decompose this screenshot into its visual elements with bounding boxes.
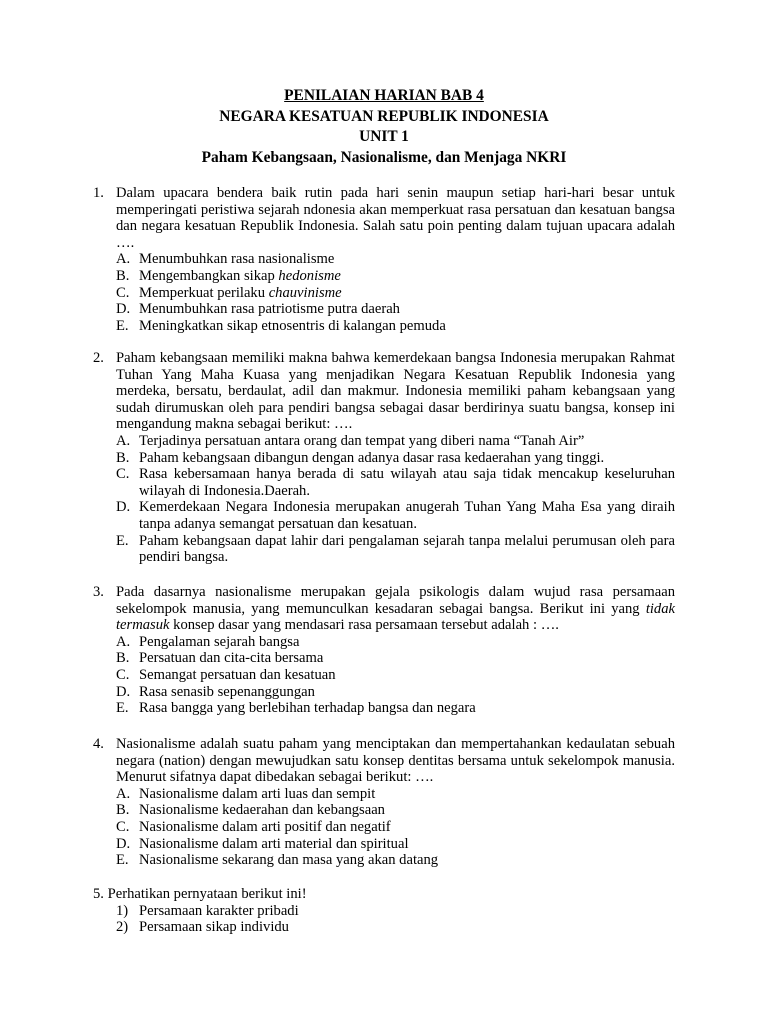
question-number: 3. bbox=[93, 584, 104, 600]
option-text: Semangat persatuan dan kesatuan bbox=[139, 666, 336, 683]
option-text: Nasionalisme dalam arti material dan spiritual bbox=[139, 835, 409, 852]
option-e bbox=[93, 700, 675, 717]
statement-list bbox=[93, 903, 675, 936]
option-text: Persatuan dan cita-cita bersama bbox=[139, 650, 324, 667]
question-stem-end: konsep dasar yang mendasari rasa persamaan tersebut adalah : …. bbox=[169, 617, 559, 634]
topic-title: Paham Kebangsaan, Nasionalisme, dan Menjaga NKRI bbox=[201, 148, 567, 166]
option-letter: C. bbox=[116, 666, 130, 683]
question-stem: Nasionalisme adalah suatu paham yang menciptakan dan mempertahankan kedaulatan sebuah negara (nation) dengan mewujudkan satu konsep dentitas bersama untuk sekelompok manusia. Menurut sifatnya dapat dibedakan sebagai berikut: …. bbox=[116, 736, 675, 786]
option-b bbox=[93, 450, 675, 467]
option-b bbox=[93, 802, 675, 819]
option-letter: A. bbox=[116, 633, 131, 650]
question-4 bbox=[93, 736, 675, 869]
option-letter: D. bbox=[116, 301, 131, 318]
option-e bbox=[93, 318, 675, 335]
option-letter: A. bbox=[116, 251, 131, 268]
option-letter: A. bbox=[116, 432, 131, 449]
question-2 bbox=[93, 350, 675, 566]
option-text: Menumbuhkan rasa patriotisme putra daerah bbox=[139, 301, 400, 318]
option-letter: C. bbox=[116, 466, 130, 483]
option-letter: C. bbox=[116, 284, 130, 301]
option-letter: B. bbox=[116, 449, 130, 466]
question-stem: Dalam upacara bendera baik rutin pada hari senin maupun setiap hari-hari besar untuk memperingati peristiwa sejarah ndonesia akan memperkuat rasa persatuan dan kesatuan bangsa dan negara kesatuan Republik Indonesia. Salah satu poin penting dalam tujuan upacara adalah …. bbox=[116, 185, 675, 251]
option-italic-term: chauvinisme bbox=[268, 284, 342, 301]
option-letter: B. bbox=[116, 267, 130, 284]
option-text: Paham kebangsaan dapat lahir dari pengalaman sejarah tanpa melalui perumusan oleh para pendiri bangsa. bbox=[139, 532, 675, 566]
option-a bbox=[93, 786, 675, 803]
option-list bbox=[93, 786, 675, 869]
option-text: Paham kebangsaan dibangun dengan adanya dasar rasa kedaerahan yang tinggi. bbox=[139, 449, 605, 466]
question-5 bbox=[93, 886, 675, 936]
statement-text: Persamaan karakter pribadi bbox=[139, 902, 299, 919]
option-letter: E. bbox=[116, 532, 129, 549]
exam-title: PENILAIAN HARIAN BAB 4 bbox=[284, 87, 484, 104]
option-d bbox=[93, 684, 675, 701]
question-1 bbox=[93, 185, 675, 334]
option-text: Menumbuhkan rasa nasionalisme bbox=[139, 251, 335, 268]
option-letter: D. bbox=[116, 683, 131, 700]
question-number: 4. bbox=[93, 736, 104, 752]
option-list bbox=[93, 433, 675, 566]
statement-2 bbox=[93, 919, 675, 936]
question-number: 1. bbox=[93, 185, 104, 201]
option-c bbox=[93, 285, 675, 302]
statement-1 bbox=[93, 903, 675, 920]
option-letter: E. bbox=[116, 317, 129, 334]
option-text: Rasa bangga yang berlebihan terhadap bangsa dan negara bbox=[139, 700, 476, 717]
option-text: Nasionalisme sekarang dan masa yang akan datang bbox=[139, 852, 439, 869]
option-d bbox=[93, 499, 675, 532]
option-text: Kemerdekaan Negara Indonesia merupakan anugerah Tuhan Yang Maha Esa yang diraih tanpa adanya semangat persatuan dan kesatuan. bbox=[139, 499, 675, 532]
option-text: Terjadinya persatuan antara orang dan tempat yang diberi nama “Tanah Air” bbox=[139, 432, 585, 449]
question-number: 2. bbox=[93, 350, 104, 366]
option-text: Memperkuat perilaku bbox=[139, 284, 269, 301]
option-letter: C. bbox=[116, 818, 130, 835]
unit-label: UNIT 1 bbox=[359, 128, 409, 146]
option-c bbox=[93, 466, 675, 499]
option-list bbox=[93, 251, 675, 334]
document-header bbox=[0, 86, 768, 168]
option-letter: D. bbox=[116, 499, 131, 516]
exam-subtitle: NEGARA KESATUAN REPUBLIK INDONESIA bbox=[219, 107, 549, 125]
option-letter: E. bbox=[116, 852, 129, 869]
statement-number: 2) bbox=[116, 919, 129, 936]
option-d bbox=[93, 301, 675, 318]
option-a bbox=[93, 433, 675, 450]
option-text: Mengembangkan sikap bbox=[139, 267, 279, 284]
option-text: Meningkatkan sikap etnosentris di kalangan pemuda bbox=[139, 317, 446, 334]
question-number: 5. bbox=[93, 886, 104, 902]
option-text: Rasa kebersamaan hanya berada di satu wilayah atau saja tidak mencakup keseluruhan wilayah di Indonesia.Daerah. bbox=[139, 466, 675, 499]
question-3 bbox=[93, 584, 675, 717]
question-stem: Pada dasarnya nasionalisme merupakan gejala psikologis dalam wujud rasa persamaan sekelompok manusia, yang memunculkan kesadaran sebagai bangsa. Berikut ini yang bbox=[116, 584, 675, 617]
question-stem: Perhatikan pernyataan berikut ini! bbox=[107, 886, 307, 902]
option-letter: E. bbox=[116, 700, 129, 717]
option-e bbox=[93, 852, 675, 869]
option-text: Nasionalisme dalam arti luas dan sempit bbox=[139, 785, 376, 802]
option-b bbox=[93, 650, 675, 667]
option-e bbox=[93, 533, 675, 566]
option-c bbox=[93, 667, 675, 684]
stem-italic-term: tidak termasuk bbox=[116, 600, 675, 634]
option-letter: B. bbox=[116, 802, 130, 819]
option-text: Nasionalisme dalam arti positif dan negatif bbox=[139, 818, 391, 835]
statement-text: Persamaan sikap individu bbox=[139, 919, 289, 936]
question-stem: Paham kebangsaan memiliki makna bahwa kemerdekaan bangsa Indonesia merupakan Rahmat Tuhan Yang Maha Kuasa yang menjadikan Negara Kesatuan Republik Indonesia yang merdeka, bersatu, berdaulat, adil dan makmur. Indonesia memiliki paham kebangsaan yang sudah dirumuskan oleh para pendiri bangsa sebagai dasar berdirinya suatu bangsa, konsep ini mengandung makna sebagai berikut: …. bbox=[116, 350, 675, 433]
option-c bbox=[93, 819, 675, 836]
option-text: Nasionalisme kedaerahan dan kebangsaan bbox=[139, 802, 385, 819]
option-text: Pengalaman sejarah bangsa bbox=[139, 633, 300, 650]
option-a bbox=[93, 251, 675, 268]
option-d bbox=[93, 836, 675, 853]
option-letter: A. bbox=[116, 785, 131, 802]
option-text: Rasa senasib sepenanggungan bbox=[139, 683, 315, 700]
option-letter: B. bbox=[116, 650, 130, 667]
option-letter: D. bbox=[116, 835, 131, 852]
option-list bbox=[93, 634, 675, 717]
option-b bbox=[93, 268, 675, 285]
statement-number: 1) bbox=[116, 902, 129, 919]
option-a bbox=[93, 634, 675, 651]
option-italic-term: hedonisme bbox=[278, 267, 341, 284]
